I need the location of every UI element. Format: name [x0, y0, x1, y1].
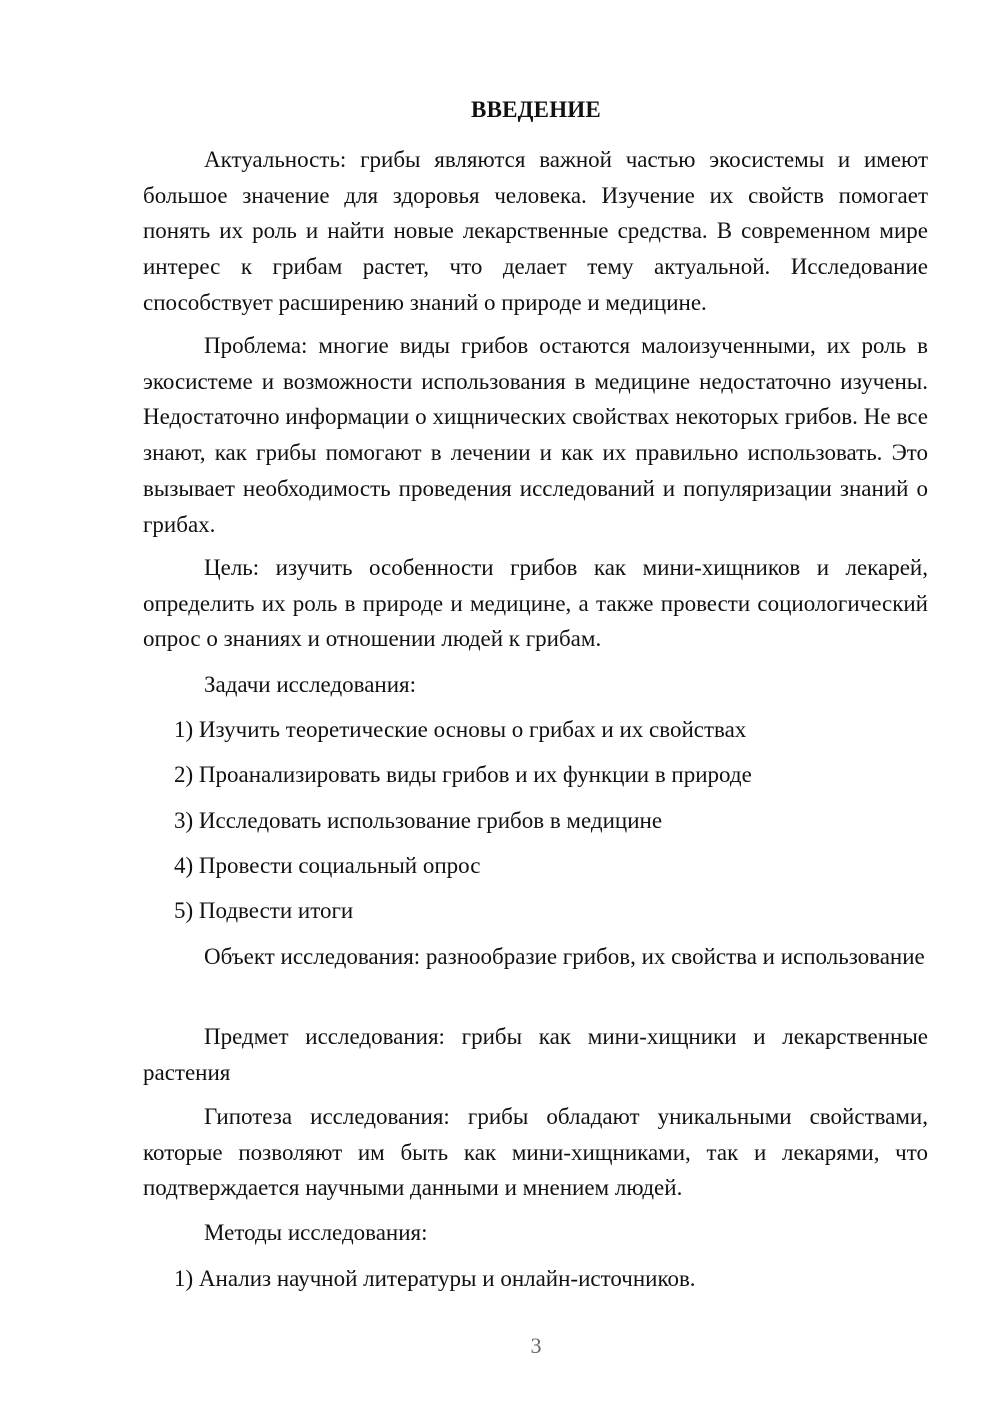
list-item-text: 1) Анализ научной литературы и онлайн-источников. [174, 1266, 696, 1291]
paragraph-text: Актуальность: грибы являются важной частью экосистемы и имеют большое значение для здоровья человека. Изучение их свойств помогает понять их роль и найти новые лекарственные средства. В современном мире интерес к грибам растет, что делает тему актуальной. Исследование способствует расширению знаний о природе и медицине. [143, 147, 928, 315]
heading-text: Методы исследования: [204, 1220, 428, 1245]
heading-text: Задачи исследования: [204, 672, 417, 697]
page-number: 3 [530, 1333, 542, 1358]
paragraph-problem [143, 328, 928, 542]
paragraph-text: Цель: изучить особенности грибов как мини-хищников и лекарей, определить их роль в природе и медицине, а также провести социологический опрос о знаниях и отношении людей к грибам. [143, 555, 928, 652]
paragraph-relevance [143, 142, 928, 321]
paragraph-text: Предмет исследования: грибы как мини-хищники и лекарственные растения [143, 1024, 928, 1085]
task-item [143, 803, 928, 839]
paragraph-goal [143, 550, 928, 657]
paragraph-hypothesis [143, 1099, 928, 1206]
tasks-heading [143, 667, 928, 703]
paragraph-object [143, 939, 928, 975]
paragraph-text: Объект исследования: разнообразие грибов, их свойства и использование [204, 944, 925, 969]
task-item [143, 712, 928, 748]
task-item [143, 848, 928, 884]
list-item-text: 2) Проанализировать виды грибов и их функции в природе [174, 762, 752, 787]
list-item-text: 1) Изучить теоретические основы о грибах и их свойствах [174, 717, 747, 742]
paragraph-text: Гипотеза исследования: грибы обладают уникальными свойствами, которые позволяют им быть как мини-хищниками, так и лекарями, что подтверждается научными данными и мнением людей. [143, 1104, 928, 1201]
page-title: ВВЕДЕНИЕ [471, 97, 601, 122]
method-item [143, 1261, 928, 1297]
task-item [143, 757, 928, 793]
methods-heading [143, 1215, 928, 1251]
list-item-text: 5) Подвести итоги [174, 898, 354, 923]
paragraph-text: Проблема: многие виды грибов остаются малоизученными, их роль в экосистеме и возможности использования в медицине недостаточно изучены. Недостаточно информации о хищнических свойствах некоторых грибов. Не все знают, как грибы помогают в лечении и как их правильно использовать. Это вызывает необходимость проведения исследований и популяризации знаний о грибах. [143, 333, 928, 537]
task-item [143, 893, 928, 929]
list-item-text: 4) Провести социальный опрос [174, 853, 481, 878]
paragraph-subject [143, 1019, 928, 1090]
list-item-text: 3) Исследовать использование грибов в медицине [174, 808, 663, 833]
